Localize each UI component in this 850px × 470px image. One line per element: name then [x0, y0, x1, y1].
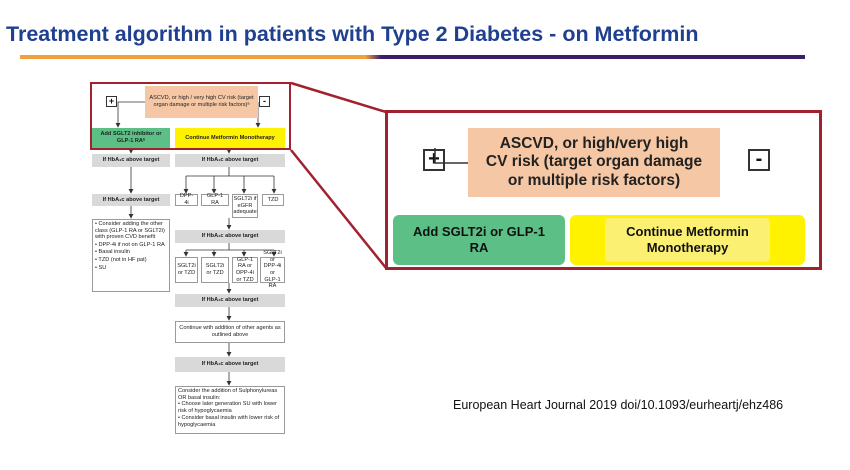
mini-hba1c-left-1: If HbA₁c above target	[92, 154, 170, 167]
mini-plus-icon: +	[106, 96, 117, 107]
mini-combo-3: GLP-1 RA or DPP-4i or TZD	[232, 257, 258, 283]
zoom-minus-icon: -	[748, 149, 770, 171]
mini-risk-box: ASCVD, or high / very high CV risk (target organ damage or multiple risk factors)ᵃ	[145, 86, 258, 118]
mini-minus-icon: -	[259, 96, 270, 107]
slide-title: Treatment algorithm in patients with Type 2 Diabetes - on Metformin	[6, 22, 699, 46]
mini-highlight-frame	[90, 82, 291, 150]
mini-final-intro: Consider the addition of Sulphonylureas OR basal insulin:	[178, 388, 278, 401]
mini-final-box	[175, 386, 285, 434]
mini-add-box: Add SGLT2 inhibitor or GLP-1 RAᵇ	[92, 128, 170, 148]
mini-final-list-item: • Choose later generation SU with lower risk of hypoglycaemia	[178, 401, 277, 414]
mini-combo-4: SGLT2i or DPP-4i or GLP-1 RA	[260, 257, 285, 283]
zoom-plus-icon: +	[423, 149, 445, 171]
mini-hba1c-right-2: If HbA₁c above target	[175, 230, 285, 243]
mini-left-list-item: • Basal insulin	[95, 249, 130, 256]
mini-left-list-item: • TZD (not in HF pat)	[95, 256, 147, 263]
mini-continue-box: Continue Metformin Monotherapy	[175, 128, 285, 148]
mini-hba1c-right-1: If HbA₁c above target	[175, 154, 285, 167]
zoom-add-box: Add SGLT2i or GLP-1 RA	[393, 215, 565, 265]
mini-left-options	[92, 219, 170, 292]
mini-hba1c-right-4: If HbA₁c above target	[175, 357, 285, 372]
zoom-risk-box: ASCVD, or high/very high CV risk (target organ damage or multiple risk factors)	[468, 128, 720, 197]
mini-option-dpp4i: DPP-4i	[175, 194, 198, 206]
mini-left-list-item: • SU	[95, 264, 107, 271]
citation: European Heart Journal 2019 doi/10.1093/eurheartj/ehz486	[453, 398, 784, 412]
mini-option-tzd: TZD	[262, 194, 284, 206]
mini-combo-1: SGLT2i or TZD	[175, 257, 198, 283]
zoom-continue-label: Continue Metformin Monotherapy	[605, 218, 770, 261]
mini-continue-other-box: Continue with addition of other agents as outlined above	[175, 321, 285, 343]
mini-left-list-item: • DPP-4i if not on GLP-1 RA	[95, 241, 165, 248]
mini-option-sglt2i: SGLT2i if eGFR adequate	[232, 194, 258, 218]
mini-left-list-item: • Consider adding the other class (GLP-1 RA or SGLT2i) with proven CVD benefit	[95, 221, 165, 241]
zoom-continue-box	[570, 215, 805, 265]
mini-hba1c-right-3: If HbA₁c above target	[175, 294, 285, 307]
mini-option-glp1ra: GLP-1 RA	[201, 194, 229, 206]
mini-final-list-item: • Consider basal insulin with lower risk of hypoglycaemia	[178, 415, 280, 428]
mini-combo-2: SGLT2i or TZD	[201, 257, 229, 283]
mini-hba1c-left-2: If HbA₁c above target	[92, 194, 170, 206]
